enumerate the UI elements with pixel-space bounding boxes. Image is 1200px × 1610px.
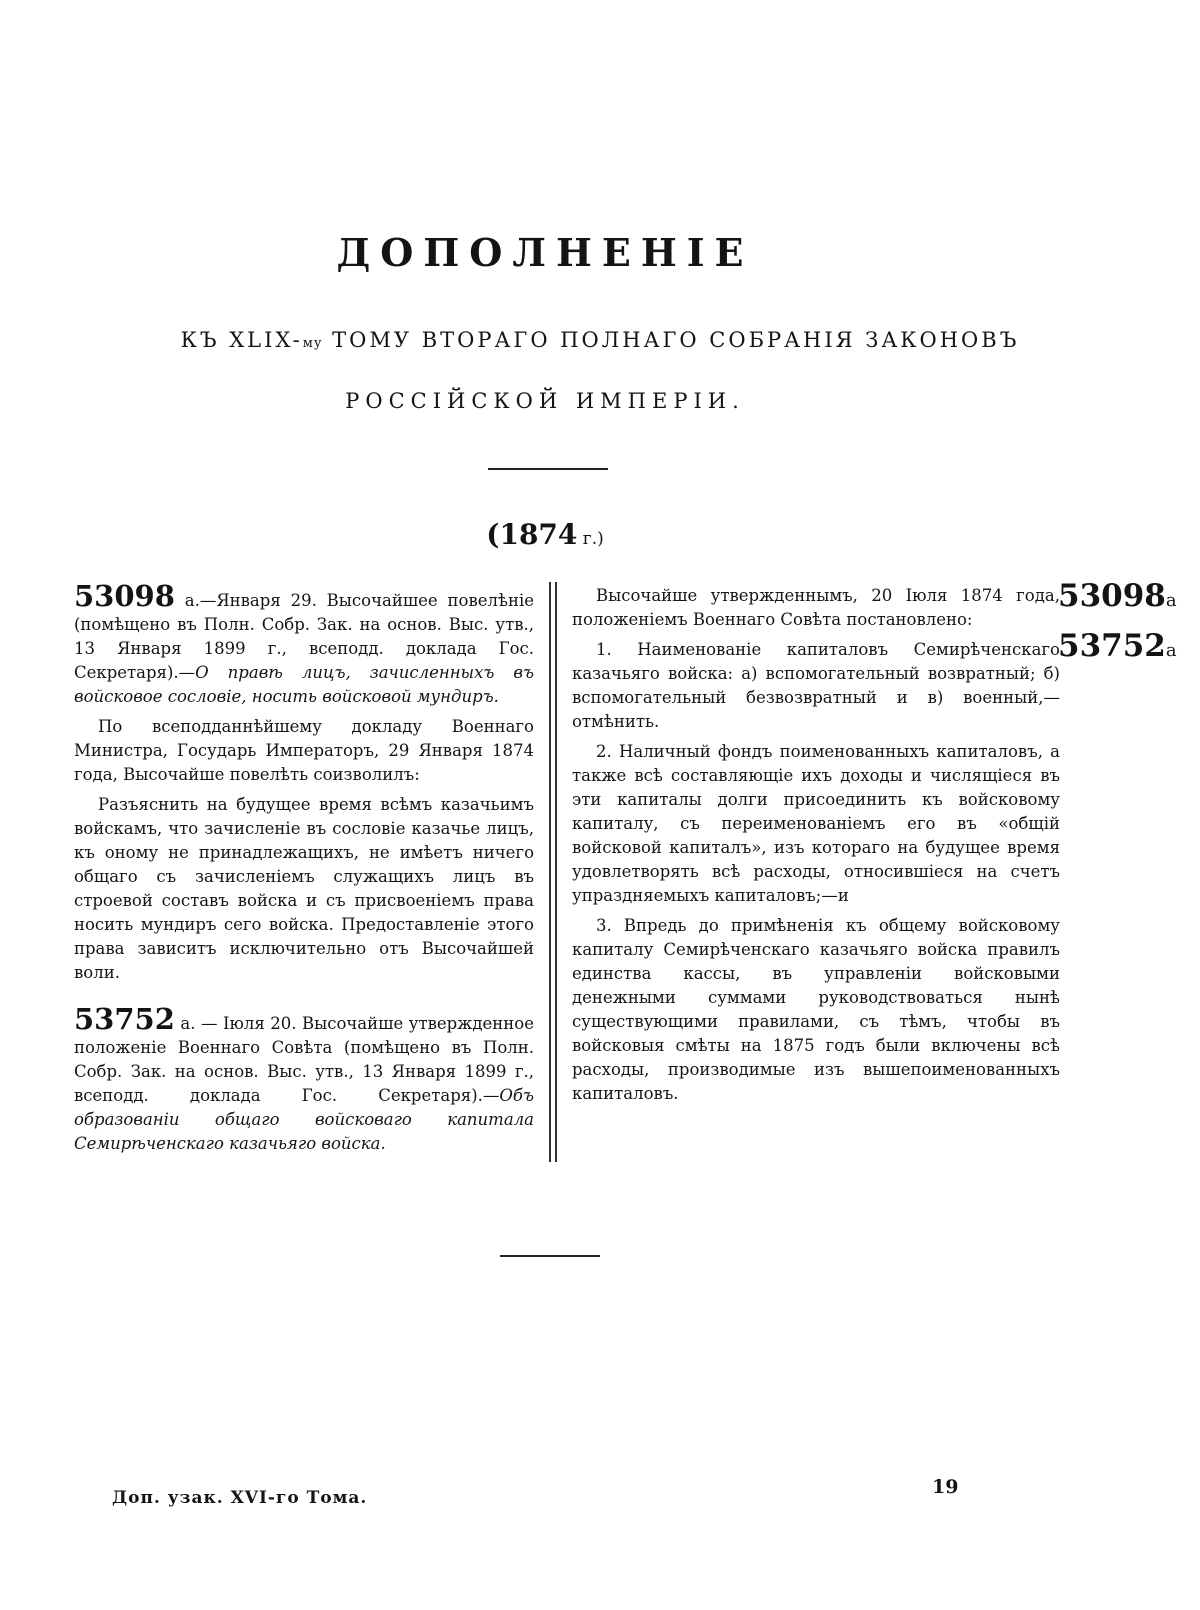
footer-signature: Доп. узак. XVI-го Тома. <box>112 1488 368 1508</box>
year-heading <box>0 518 1090 551</box>
subtitle-rest: ТОМУ ВТОРАГО ПОЛНАГО СОБРАНІЯ ЗАКОНОВЪ <box>322 328 1020 352</box>
subtitle-prefix: КЪ XLIX- <box>180 328 303 352</box>
entry-heading-text: а. — Іюля 20. Высочайше утвержденное положеніе Военнаго Совѣта (помѣщено въ Полн. Собр. Зак. на основ. Выс. утв., 13 Января 1899 г., всеподд. доклада Гос. Секретаря).— <box>74 1014 534 1105</box>
margin-entry-number <box>1058 628 1177 664</box>
page-subtitle <box>0 328 1200 352</box>
resolution-intro: Высочайше утвержденнымъ, 20 Іюля 1874 года, положеніемъ Военнаго Совѣта постановлено: <box>572 586 1060 629</box>
resolution-item-2: 2. Наличный фондъ поименованныхъ капиталовъ, а также всѣ составляющіе ихъ доходы и числящіеся въ эти капиталы долги присоединить къ войсковому капиталу, съ переименованіемъ его въ «общій войсковой капиталъ», изъ котораго на будущее время удовлетворять всѣ расходы, относившіеся на счетъ упраздняемыхъ капиталовъ;—и <box>572 742 1060 905</box>
entry-number: 53752 <box>74 1002 175 1036</box>
entry-heading-text: а.—Января 29. Высочайшее повелѣніе (помѣщено въ Полн. Собр. Зак. на основ. Выс. утв., 13 Января 1899 г., всеподд. доклада Гос. Секретаря).— <box>74 591 534 682</box>
column-divider-line <box>549 582 551 1162</box>
bottom-divider-rule <box>500 1255 600 1257</box>
entry-number: 53098 <box>74 579 175 613</box>
margin-number: 53098 <box>1058 578 1166 614</box>
margin-suffix: а <box>1165 640 1177 661</box>
entry-53098-heading <box>74 579 534 709</box>
entry-paragraph: Разъяснить на будущее время всѣмъ казачьимъ войскамъ, что зачисленіе въ сословіе казачье лицъ, къ оному не принадлежащихъ, не имѣетъ ничего общаго съ зачисленіемъ служащихъ лицъ въ строевой составъ войска и съ присвоеніемъ права носить мундиръ сего войска. Предоставленіе этого права зависитъ исключительно отъ Высочайшей воли. <box>74 795 534 982</box>
page-subtitle-line2: РОССІЙСКОЙ ИМПЕРІИ. <box>345 389 745 413</box>
entry-heading-italic: О правѣ лицъ, зачисленныхъ въ войсковое сословіе, носить войсковой мундиръ. <box>74 663 534 706</box>
margin-entry-number <box>1058 578 1177 614</box>
column-divider-line <box>555 582 557 1162</box>
page-title: ДОПОЛНЕНІЕ <box>336 230 754 275</box>
entry-heading-italic: Объ образованіи общаго войсковаго капитала Семирѣченскаго казачьяго войска. <box>74 1086 534 1153</box>
entry-paragraph: По всеподданнѣйшему докладу Военнаго Министра, Государь Императоръ, 29 Января 1874 года, Высочайше повелѣть соизволилъ: <box>74 717 534 784</box>
margin-number: 53752 <box>1058 628 1166 664</box>
top-divider-rule <box>488 468 608 470</box>
year-suffix: г.) <box>577 529 604 549</box>
page-number: 19 <box>932 1476 959 1498</box>
left-column <box>74 579 534 1162</box>
year-open-paren: ( <box>486 518 500 551</box>
resolution-item-3: 3. Впредь до примѣненія къ общему войсковому капиталу Семирѣченскаго казачьяго войска правилъ единства кассы, въ управленіи войсковыми денежными суммами руководствоваться нынѣ существующими правилами, съ тѣмъ, чтобы въ войсковыя смѣты на 1875 годъ были включены всѣ расходы, производимые изъ вышепоименованныхъ капиталовъ. <box>572 916 1060 1103</box>
year-value: 1874 <box>499 518 578 551</box>
resolution-item-1: 1. Наименованіе капиталовъ Семирѣченскаго казачьяго войска: а) вспомогательный возвратный; б) вспомогательный безвозвратный и в) военный,—отмѣнить. <box>572 640 1060 731</box>
margin-suffix: а <box>1165 590 1177 611</box>
right-column <box>572 584 1060 1112</box>
entry-53752-heading <box>74 1002 534 1156</box>
subtitle-superscript: му <box>302 336 323 351</box>
